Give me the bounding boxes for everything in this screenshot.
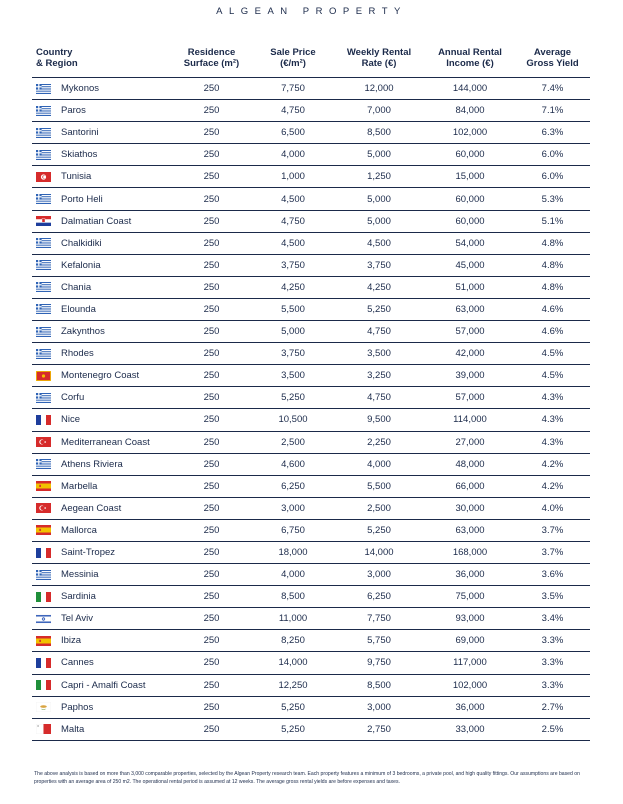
cell-surface: 250 xyxy=(170,674,253,696)
brand-title: ALGEAN PROPERTY xyxy=(216,6,407,17)
cell-surface: 250 xyxy=(170,365,253,387)
cell-surface: 250 xyxy=(170,166,253,188)
cell-surface: 250 xyxy=(170,276,253,298)
cyprus-flag-icon xyxy=(36,702,51,712)
region-name: Messinia xyxy=(61,569,99,581)
cell-region xyxy=(32,210,170,232)
cell-region xyxy=(32,166,170,188)
cell-region xyxy=(32,409,170,431)
greece-flag-icon xyxy=(36,282,51,292)
region-name: Malta xyxy=(61,723,85,735)
cell-weekly: 3,750 xyxy=(333,254,425,276)
cell-region xyxy=(32,652,170,674)
header-annual: Annual Rental Income (€) xyxy=(425,47,515,78)
cell-surface: 250 xyxy=(170,586,253,608)
cell-weekly: 9,750 xyxy=(333,652,425,674)
italy-flag-icon xyxy=(36,592,51,602)
region-name: Santorini xyxy=(61,127,99,139)
table-row xyxy=(32,608,590,630)
greece-flag-icon xyxy=(36,327,51,337)
cell-weekly: 5,250 xyxy=(333,519,425,541)
cell-weekly: 5,000 xyxy=(333,188,425,210)
cell-yield: 4.8% xyxy=(515,232,590,254)
cell-yield: 3.6% xyxy=(515,564,590,586)
cell-surface: 250 xyxy=(170,564,253,586)
cell-yield: 4.5% xyxy=(515,365,590,387)
cell-annual: 114,000 xyxy=(425,409,515,431)
cell-weekly: 9,500 xyxy=(333,409,425,431)
table-row xyxy=(32,630,590,652)
cell-yield: 5.1% xyxy=(515,210,590,232)
cell-weekly: 4,750 xyxy=(333,387,425,409)
cell-region xyxy=(32,387,170,409)
region-name: Paros xyxy=(61,105,86,117)
cell-weekly: 14,000 xyxy=(333,541,425,563)
cell-weekly: 4,250 xyxy=(333,276,425,298)
cell-annual: 15,000 xyxy=(425,166,515,188)
cell-yield: 3.7% xyxy=(515,541,590,563)
cell-price: 2,500 xyxy=(253,431,333,453)
table-row xyxy=(32,144,590,166)
cell-price: 4,750 xyxy=(253,100,333,122)
cell-yield: 4.0% xyxy=(515,497,590,519)
cell-surface: 250 xyxy=(170,541,253,563)
cell-price: 3,000 xyxy=(253,497,333,519)
cell-price: 5,250 xyxy=(253,718,333,740)
cell-price: 5,500 xyxy=(253,298,333,320)
cell-annual: 93,000 xyxy=(425,608,515,630)
cell-annual: 168,000 xyxy=(425,541,515,563)
cell-surface: 250 xyxy=(170,144,253,166)
table-row xyxy=(32,298,590,320)
cell-annual: 54,000 xyxy=(425,232,515,254)
spain-flag-icon xyxy=(36,636,51,646)
cell-yield: 3.3% xyxy=(515,652,590,674)
cell-region xyxy=(32,497,170,519)
cell-yield: 4.5% xyxy=(515,343,590,365)
cell-weekly: 4,500 xyxy=(333,232,425,254)
table-row xyxy=(32,188,590,210)
cell-price: 12,250 xyxy=(253,674,333,696)
cell-price: 5,250 xyxy=(253,387,333,409)
cell-surface: 250 xyxy=(170,100,253,122)
cell-yield: 6.3% xyxy=(515,122,590,144)
table-row xyxy=(32,409,590,431)
cell-yield: 2.5% xyxy=(515,718,590,740)
cell-price: 6,500 xyxy=(253,122,333,144)
cell-yield: 3.3% xyxy=(515,630,590,652)
header-row xyxy=(32,47,590,78)
cell-annual: 84,000 xyxy=(425,100,515,122)
cell-annual: 39,000 xyxy=(425,365,515,387)
cell-yield: 6.0% xyxy=(515,144,590,166)
table-row xyxy=(32,497,590,519)
cell-yield: 3.3% xyxy=(515,674,590,696)
cell-surface: 250 xyxy=(170,475,253,497)
region-name: Sardinia xyxy=(61,591,96,603)
cell-region xyxy=(32,343,170,365)
cell-surface: 250 xyxy=(170,652,253,674)
table-row xyxy=(32,321,590,343)
greece-flag-icon xyxy=(36,393,51,403)
cell-region xyxy=(32,586,170,608)
cell-yield: 4.8% xyxy=(515,254,590,276)
cell-annual: 27,000 xyxy=(425,431,515,453)
cell-region xyxy=(32,674,170,696)
cell-region xyxy=(32,78,170,100)
table-row xyxy=(32,387,590,409)
cell-region xyxy=(32,232,170,254)
cell-region xyxy=(32,321,170,343)
spain-flag-icon xyxy=(36,525,51,535)
cell-annual: 36,000 xyxy=(425,564,515,586)
cell-price: 4,000 xyxy=(253,564,333,586)
cell-annual: 102,000 xyxy=(425,122,515,144)
header-price: Sale Price (€/m²) xyxy=(253,47,333,78)
table-row xyxy=(32,166,590,188)
cell-surface: 250 xyxy=(170,718,253,740)
cell-annual: 102,000 xyxy=(425,674,515,696)
cell-yield: 4.2% xyxy=(515,475,590,497)
cell-weekly: 5,750 xyxy=(333,630,425,652)
cell-surface: 250 xyxy=(170,254,253,276)
cell-surface: 250 xyxy=(170,630,253,652)
cell-price: 3,500 xyxy=(253,365,333,387)
region-name: Chalkidiki xyxy=(61,237,102,249)
italy-flag-icon xyxy=(36,680,51,690)
tunisia-flag-icon xyxy=(36,172,51,182)
cell-price: 8,250 xyxy=(253,630,333,652)
table-row xyxy=(32,343,590,365)
cell-annual: 60,000 xyxy=(425,210,515,232)
cell-weekly: 1,250 xyxy=(333,166,425,188)
cell-region xyxy=(32,475,170,497)
cell-annual: 69,000 xyxy=(425,630,515,652)
table-row xyxy=(32,210,590,232)
cell-annual: 36,000 xyxy=(425,696,515,718)
region-name: Zakynthos xyxy=(61,326,105,338)
cell-annual: 75,000 xyxy=(425,586,515,608)
cell-weekly: 4,750 xyxy=(333,321,425,343)
cell-annual: 63,000 xyxy=(425,519,515,541)
region-name: Corfu xyxy=(61,392,85,404)
cell-annual: 57,000 xyxy=(425,321,515,343)
cell-weekly: 6,250 xyxy=(333,586,425,608)
croatia-flag-icon xyxy=(36,216,51,226)
cell-region xyxy=(32,298,170,320)
cell-surface: 250 xyxy=(170,298,253,320)
cell-surface: 250 xyxy=(170,188,253,210)
cell-surface: 250 xyxy=(170,519,253,541)
cell-annual: 45,000 xyxy=(425,254,515,276)
cell-surface: 250 xyxy=(170,321,253,343)
table-row xyxy=(32,475,590,497)
cell-weekly: 7,000 xyxy=(333,100,425,122)
cell-yield: 4.6% xyxy=(515,298,590,320)
region-name: Skiathos xyxy=(61,149,98,161)
cell-weekly: 5,500 xyxy=(333,475,425,497)
greece-flag-icon xyxy=(36,260,51,270)
greece-flag-icon xyxy=(36,570,51,580)
cell-annual: 60,000 xyxy=(425,144,515,166)
region-name: Mykonos xyxy=(61,83,100,95)
cell-region xyxy=(32,431,170,453)
cell-annual: 144,000 xyxy=(425,78,515,100)
table-row xyxy=(32,365,590,387)
cell-surface: 250 xyxy=(170,122,253,144)
cell-surface: 250 xyxy=(170,431,253,453)
region-name: Paphos xyxy=(61,701,94,713)
table-row xyxy=(32,696,590,718)
region-name: Mallorca xyxy=(61,524,97,536)
cell-region xyxy=(32,519,170,541)
cell-price: 8,500 xyxy=(253,586,333,608)
cell-yield: 4.6% xyxy=(515,321,590,343)
cell-yield: 3.7% xyxy=(515,519,590,541)
turkey-flag-icon xyxy=(36,503,51,513)
cell-price: 4,600 xyxy=(253,453,333,475)
cell-yield: 2.7% xyxy=(515,696,590,718)
cell-region xyxy=(32,564,170,586)
cell-yield: 5.3% xyxy=(515,188,590,210)
cell-yield: 3.5% xyxy=(515,586,590,608)
table-row xyxy=(32,652,590,674)
cell-weekly: 5,000 xyxy=(333,144,425,166)
cell-annual: 57,000 xyxy=(425,387,515,409)
cell-price: 4,000 xyxy=(253,144,333,166)
table-row xyxy=(32,453,590,475)
greece-flag-icon xyxy=(36,194,51,204)
cell-weekly: 3,000 xyxy=(333,564,425,586)
cell-yield: 7.1% xyxy=(515,100,590,122)
cell-region xyxy=(32,144,170,166)
israel-flag-icon xyxy=(36,614,51,624)
cell-region xyxy=(32,100,170,122)
cell-price: 6,250 xyxy=(253,475,333,497)
greece-flag-icon xyxy=(36,150,51,160)
cell-price: 18,000 xyxy=(253,541,333,563)
header-surface: Residence Surface (m²) xyxy=(170,47,253,78)
table-row xyxy=(32,431,590,453)
region-name: Montenegro Coast xyxy=(61,370,140,382)
cell-yield: 4.3% xyxy=(515,409,590,431)
cell-surface: 250 xyxy=(170,210,253,232)
region-name: Mediterranean Coast xyxy=(61,436,150,448)
table-row xyxy=(32,718,590,740)
cell-weekly: 8,500 xyxy=(333,122,425,144)
montenegro-flag-icon xyxy=(36,371,51,381)
cell-weekly: 2,500 xyxy=(333,497,425,519)
greece-flag-icon xyxy=(36,349,51,359)
cell-weekly: 2,750 xyxy=(333,718,425,740)
region-name: Cannes xyxy=(61,657,94,669)
cell-price: 7,750 xyxy=(253,78,333,100)
cell-price: 1,000 xyxy=(253,166,333,188)
cell-region xyxy=(32,630,170,652)
table-row xyxy=(32,232,590,254)
table-row xyxy=(32,254,590,276)
france-flag-icon xyxy=(36,658,51,668)
greece-flag-icon xyxy=(36,106,51,116)
cell-annual: 51,000 xyxy=(425,276,515,298)
region-name: Athens Riviera xyxy=(61,458,123,470)
cell-surface: 250 xyxy=(170,608,253,630)
table-row xyxy=(32,564,590,586)
cell-annual: 117,000 xyxy=(425,652,515,674)
table-row xyxy=(32,519,590,541)
cell-weekly: 3,250 xyxy=(333,365,425,387)
cell-region xyxy=(32,453,170,475)
cell-weekly: 7,750 xyxy=(333,608,425,630)
cell-annual: 33,000 xyxy=(425,718,515,740)
france-flag-icon xyxy=(36,548,51,558)
cell-surface: 250 xyxy=(170,343,253,365)
greece-flag-icon xyxy=(36,304,51,314)
cell-yield: 4.2% xyxy=(515,453,590,475)
cell-region xyxy=(32,188,170,210)
table-row xyxy=(32,541,590,563)
region-name: Tel Aviv xyxy=(61,613,94,625)
greece-flag-icon xyxy=(36,84,51,94)
cell-yield: 4.3% xyxy=(515,387,590,409)
cell-price: 4,500 xyxy=(253,188,333,210)
cell-surface: 250 xyxy=(170,497,253,519)
region-name: Porto Heli xyxy=(61,193,103,205)
region-name: Nice xyxy=(61,414,81,426)
cell-region xyxy=(32,365,170,387)
france-flag-icon xyxy=(36,415,51,425)
malta-flag-icon xyxy=(36,724,51,734)
region-name: Tunisia xyxy=(61,171,92,183)
cell-weekly: 5,250 xyxy=(333,298,425,320)
cell-weekly: 5,000 xyxy=(333,210,425,232)
footnote: The above analysis is based on more than 3,000 comparable properties, selected by the Algean Property research team. Each property features a minimum of 3 bedrooms, a private pool, and high quality fittings. Our assumptions are based on properties with an average area of 250 m2. The operational rental period is assumed at 12 weeks. The average gross rental yields are before expenses and taxes. xyxy=(34,771,580,785)
table-row xyxy=(32,276,590,298)
cell-weekly: 2,250 xyxy=(333,431,425,453)
region-name: Capri - Amalfi Coast xyxy=(61,679,146,691)
region-name: Saint-Tropez xyxy=(61,547,116,558)
cell-price: 14,000 xyxy=(253,652,333,674)
cell-price: 11,000 xyxy=(253,608,333,630)
region-name: Chania xyxy=(61,281,92,293)
cell-weekly: 4,000 xyxy=(333,453,425,475)
cell-region xyxy=(32,696,170,718)
region-name: Ibiza xyxy=(61,635,82,647)
cell-annual: 30,000 xyxy=(425,497,515,519)
cell-annual: 63,000 xyxy=(425,298,515,320)
region-name: Aegean Coast xyxy=(61,502,122,514)
cell-weekly: 3,000 xyxy=(333,696,425,718)
cell-yield: 3.4% xyxy=(515,608,590,630)
region-name: Rhodes xyxy=(61,348,94,360)
table-row xyxy=(32,122,590,144)
cell-annual: 60,000 xyxy=(425,188,515,210)
cell-price: 3,750 xyxy=(253,343,333,365)
cell-region xyxy=(32,541,170,563)
cell-price: 4,500 xyxy=(253,232,333,254)
region-name: Marbella xyxy=(61,480,98,492)
table-row xyxy=(32,586,590,608)
region-name: Elounda xyxy=(61,303,96,315)
header-yield: Average Gross Yield xyxy=(515,47,590,78)
cell-price: 3,750 xyxy=(253,254,333,276)
cell-yield: 4.8% xyxy=(515,276,590,298)
yield-table xyxy=(32,47,590,741)
greece-flag-icon xyxy=(36,238,51,248)
cell-surface: 250 xyxy=(170,232,253,254)
cell-annual: 48,000 xyxy=(425,453,515,475)
cell-price: 5,000 xyxy=(253,321,333,343)
cell-annual: 42,000 xyxy=(425,343,515,365)
cell-price: 10,500 xyxy=(253,409,333,431)
cell-surface: 250 xyxy=(170,78,253,100)
table-row xyxy=(32,674,590,696)
cell-annual: 66,000 xyxy=(425,475,515,497)
greece-flag-icon xyxy=(36,128,51,138)
cell-surface: 250 xyxy=(170,409,253,431)
cell-yield: 6.0% xyxy=(515,166,590,188)
cell-region xyxy=(32,254,170,276)
cell-region xyxy=(32,718,170,740)
cell-region xyxy=(32,608,170,630)
cell-region xyxy=(32,276,170,298)
cell-price: 6,750 xyxy=(253,519,333,541)
cell-yield: 4.3% xyxy=(515,431,590,453)
header-weekly: Weekly Rental Rate (€) xyxy=(333,47,425,78)
cell-price: 5,250 xyxy=(253,696,333,718)
cell-surface: 250 xyxy=(170,696,253,718)
region-name: Dalmatian Coast xyxy=(61,215,132,227)
table-row xyxy=(32,78,590,100)
cell-weekly: 8,500 xyxy=(333,674,425,696)
header-country: Country & Region xyxy=(32,47,170,78)
turkey-flag-icon xyxy=(36,437,51,447)
cell-region xyxy=(32,122,170,144)
cell-price: 4,750 xyxy=(253,210,333,232)
cell-surface: 250 xyxy=(170,387,253,409)
cell-weekly: 3,500 xyxy=(333,343,425,365)
spain-flag-icon xyxy=(36,481,51,491)
table-row xyxy=(32,100,590,122)
cell-yield: 7.4% xyxy=(515,78,590,100)
cell-surface: 250 xyxy=(170,453,253,475)
cell-weekly: 12,000 xyxy=(333,78,425,100)
greece-flag-icon xyxy=(36,459,51,469)
region-name: Kefalonia xyxy=(61,259,101,271)
cell-price: 4,250 xyxy=(253,276,333,298)
